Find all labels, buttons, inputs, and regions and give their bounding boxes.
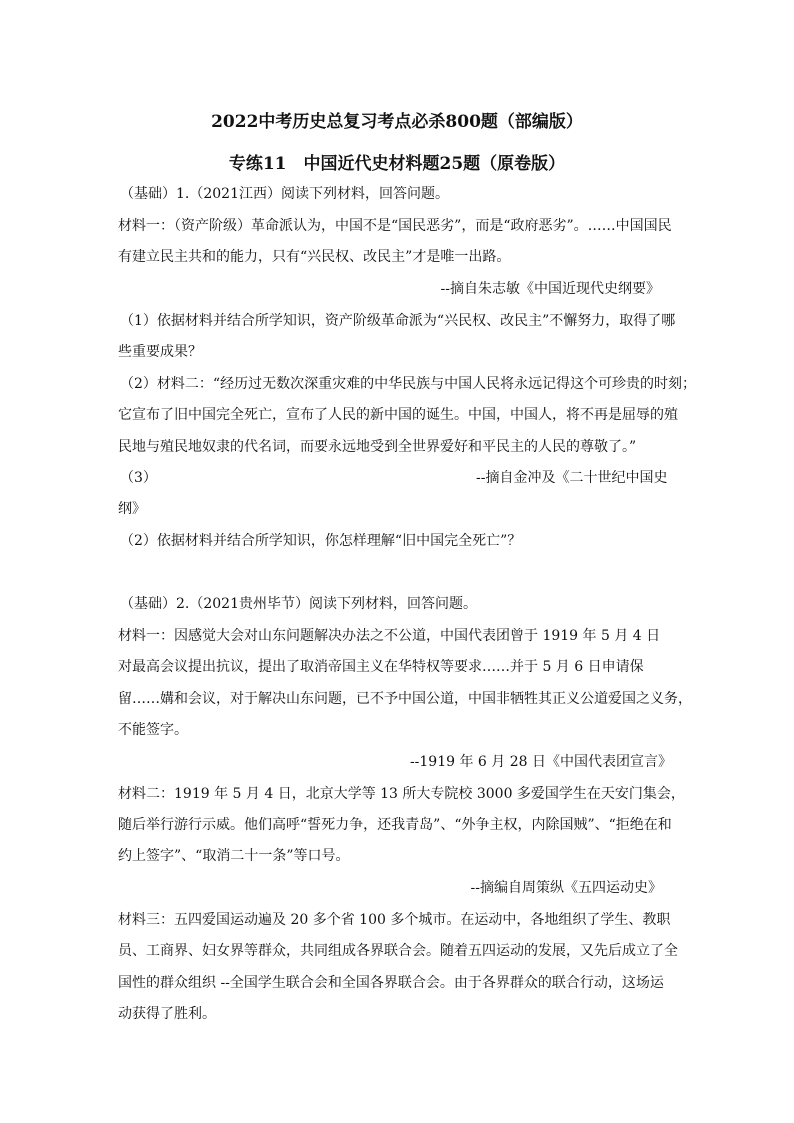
q2-material1-source: --1919 年 6 月 28 日《中国代表团宣言》 — [409, 754, 672, 770]
q1-question2: （2）依据材料并结合所学知识，你怎样理解“旧中国完全死亡”？ — [120, 533, 522, 549]
q2-material2-line3: 约上签字”、“取消二十一条”等口号。 — [118, 848, 350, 864]
q2-material1-line1: 材料一：因感觉大会对山东问题解决办法之不公道，中国代表团曾于 1919 年 5 月 4 日 — [118, 628, 661, 644]
q2-material3-line1: 材料三：五四爱国运动遍及 20 多个省 100 多个城市。在运动中，各地组织了学生、教职 — [118, 912, 671, 928]
document-subtitle: 专练11 中国近代史材料题25题（原卷版） — [228, 154, 566, 174]
q1-material2-line3: 民地与殖民地奴隶的代名词，而要永远地受到全世界爱好和平民主的人民的尊敬了。” — [118, 439, 637, 455]
q2-material3-line3: 国性的群众组织 --全国学生联合会和全国各界联合会。由于各界群众的联合行动，这场运 — [118, 975, 664, 991]
q2-header: （基础）2.（2021贵州毕节）阅读下列材料，回答问题。 — [120, 596, 477, 612]
q1-material2-line2: 它宣布了旧中国完全死亡，宣布了人民的新中国的诞生。中国，中国人，将不再是屈辱的殖 — [118, 407, 678, 423]
q2-material1-line4: 不能签字。 — [118, 722, 188, 738]
document-title: 2022中考历史总复习考点必杀800题（部编版） — [211, 112, 583, 132]
q2-material2-line1: 材料二：1919 年 5 月 4 日，北京大学等 13 所大专院校 3000 多爱国学生在天安门集会， — [118, 786, 685, 802]
q2-material3-line4: 动获得了胜利。 — [118, 1006, 216, 1022]
q1-material2-source-line2: 纲》 — [118, 501, 146, 517]
q1-header: （基础）1.（2021江西）阅读下列材料，回答问题。 — [120, 186, 449, 202]
q2-material2-line2: 随后举行游行示威。他们高呼“誓死力争，还我青岛”、“外争主权，内除国贼”、“拒绝在和 — [118, 817, 672, 833]
q2-material2-source: --摘编自周策纵《五四运动史》 — [470, 880, 662, 896]
q1-material1-line1: 材料一：（资产阶级）革命派认为，中国不是“国民恶劣”，而是“政府恶劣”。……中国国民 — [118, 218, 672, 234]
q1-question1-line1: （1）依据材料并结合所学知识，资产阶级革命派为“兴民权、改民主”不懈努力，取得了哪 — [120, 313, 676, 329]
q1-material2-source-line1: --摘自金冲及《二十世纪中国史 — [476, 470, 668, 486]
q2-material1-line3: 留……媾和会议，对于解决山东问题，已不予中国公道，中国非牺牲其正义公道爱国之义务， — [118, 691, 692, 707]
q2-material3-line2: 员、工商界、妇女界等群众，共同组成各界联合会。随着五四运动的发展，又先后成立了全 — [118, 943, 678, 959]
q1-question1-line2: 些重要成果？ — [118, 344, 202, 360]
q2-material1-line2: 对最高会议提出抗议，提出了取消帝国主义在华特权等要求……并于 5 月 6 日申请保 — [118, 659, 644, 675]
q1-question3-label: （3） — [120, 470, 157, 486]
q1-material1-line2: 有建立民主共和的能力，只有“兴民权、改民主”才是唯一出路。 — [118, 249, 511, 265]
q1-material2-line1: （2）材料二：“经历过无数次深重灾难的中华民族与中国人民将永远记得这个可珍贵的时刻； — [120, 376, 697, 392]
q1-material1-source: --摘自朱志敏《中国近现代史纲要》 — [440, 281, 660, 297]
